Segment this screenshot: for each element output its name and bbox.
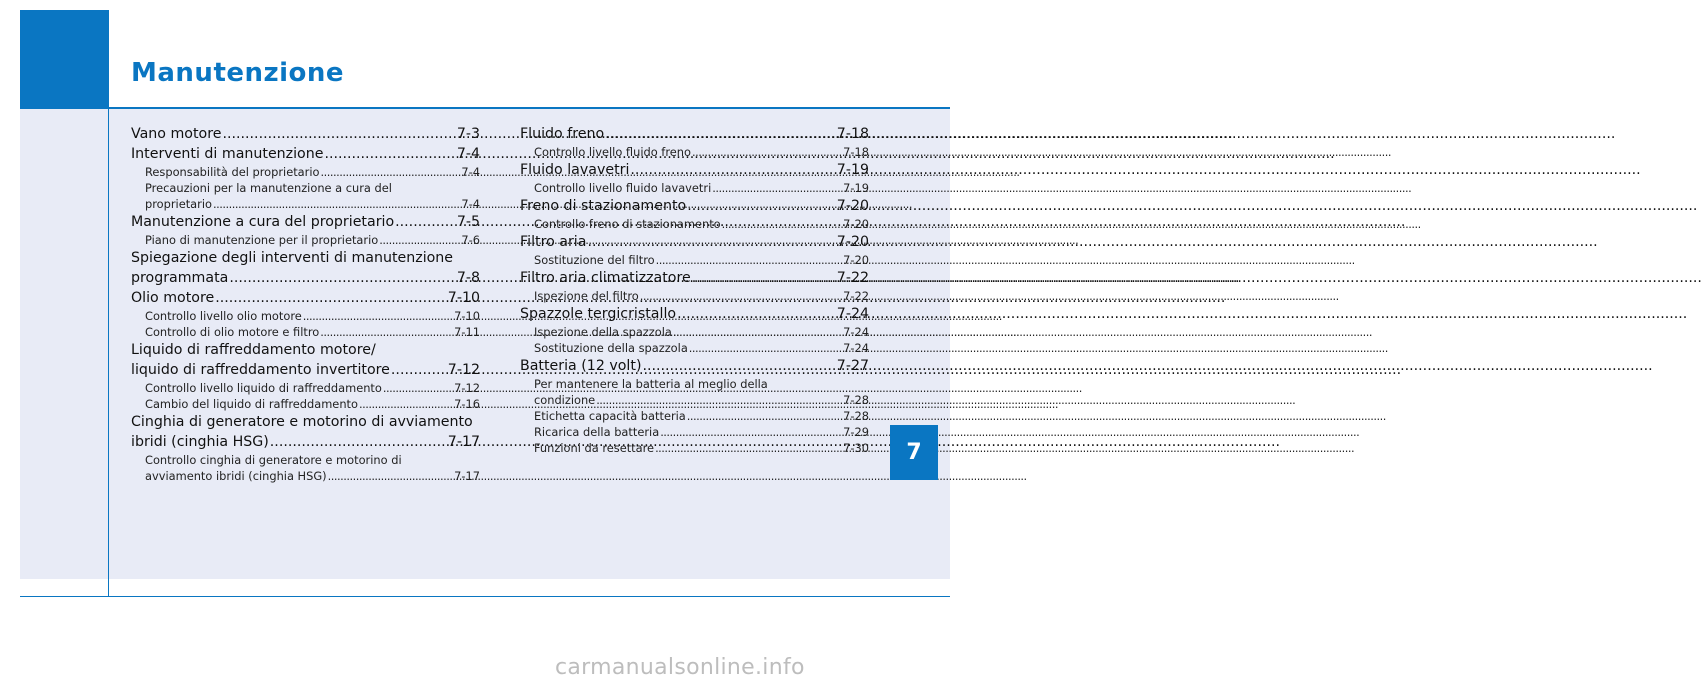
entry-page-number: 7-20: [836, 198, 869, 214]
bottom-rule: [20, 596, 950, 597]
dot-leader: [303, 308, 453, 324]
toc-subentry[interactable]: [131, 396, 480, 412]
watermark: carmanualsonline.info: [555, 655, 805, 680]
entry-page-number: 7-24: [836, 306, 869, 322]
toc-subentry[interactable]: [131, 324, 480, 340]
toc-subentry[interactable]: [520, 392, 869, 408]
entry-page-number: 7-3: [456, 126, 480, 142]
entry-page-number: 7-20: [843, 217, 869, 231]
entry-title: Vano motore: [131, 126, 222, 142]
entry-title: avviamento ibridi (cinghia HSG): [145, 469, 327, 483]
toc-entry[interactable]: [131, 145, 480, 164]
entry-page-number: 7-19: [836, 162, 869, 178]
entry-title: Filtro aria climatizzatore: [520, 270, 691, 286]
entry-title: Filtro aria: [520, 234, 587, 250]
entry-title: Ispezione del filtro: [534, 289, 639, 303]
toc-subentry[interactable]: [520, 216, 869, 232]
entry-page-number: 7-20: [843, 253, 869, 267]
entry-title: Fluido lavavetri: [520, 162, 630, 178]
toc-entry-line[interactable]: Spiegazione degli interventi di manutenzione: [131, 250, 454, 266]
entry-title: Batteria (12 volt): [520, 358, 642, 374]
dot-leader: [689, 340, 842, 356]
dot-leader: [395, 213, 456, 232]
entry-page-number: 7-22: [843, 289, 869, 303]
toc-subentry[interactable]: [520, 252, 869, 268]
toc-subentry[interactable]: [520, 288, 869, 304]
entry-title: Responsabilità del proprietario: [145, 165, 320, 179]
page-title: Manutenzione: [131, 58, 345, 88]
entry-title: programmata: [131, 270, 229, 286]
entry-page-number: 7-4: [456, 146, 480, 162]
toc-entry[interactable]: [520, 125, 869, 144]
entry-title: Manutenzione a cura del proprietario: [131, 214, 395, 230]
dot-leader: [630, 161, 835, 180]
toc-subentry[interactable]: [131, 308, 480, 324]
dot-leader: [587, 233, 835, 252]
dot-leader: [660, 424, 842, 440]
entry-page-number: 7-17: [454, 469, 480, 483]
entry-page-number: 7-29: [843, 425, 869, 439]
toc-entry[interactable]: [131, 433, 480, 452]
toc-subentry[interactable]: [520, 424, 869, 440]
toc-subentry[interactable]: [520, 144, 869, 160]
entry-title: Controllo livello liquido di raffreddamento: [145, 381, 382, 395]
left-margin-line: [108, 107, 109, 597]
entry-title: Controllo livello olio motore: [145, 309, 302, 323]
dot-leader: [379, 232, 460, 248]
dot-leader: [270, 433, 447, 452]
entry-title: Ricarica della batteria: [534, 425, 660, 439]
entry-page-number: 7-16: [454, 397, 480, 411]
entry-title: Olio motore: [131, 290, 215, 306]
dot-leader: [324, 145, 455, 164]
entry-page-number: 7-18: [843, 145, 869, 159]
toc-entry[interactable]: [131, 213, 480, 232]
entry-page-number: 7-28: [843, 409, 869, 423]
dot-leader: [687, 408, 842, 424]
toc-subentry[interactable]: [131, 196, 480, 212]
toc-entry[interactable]: [131, 125, 480, 144]
toc-entry[interactable]: [520, 357, 869, 376]
toc-entry-line[interactable]: Liquido di raffreddamento motore/: [131, 342, 376, 358]
dot-leader: [640, 288, 842, 304]
dot-leader: [222, 125, 455, 144]
toc-subentry[interactable]: [131, 468, 480, 484]
toc-subentry[interactable]: [131, 232, 480, 248]
entry-title: ibridi (cinghia HSG): [131, 434, 269, 450]
toc-entry[interactable]: [520, 233, 869, 252]
dot-leader: [722, 216, 842, 232]
entry-title: Spazzole tergicristallo: [520, 306, 677, 322]
dot-leader: [673, 324, 842, 340]
toc-entry[interactable]: [131, 289, 480, 308]
entry-page-number: 7-22: [836, 270, 869, 286]
entry-page-number: 7-10: [454, 309, 480, 323]
toc-subentry-line[interactable]: Per mantenere la batteria al meglio della: [534, 377, 768, 391]
entry-title: Sostituzione della spazzola: [534, 341, 688, 355]
dot-leader: [642, 357, 835, 376]
entry-title: Sostituzione del filtro: [534, 253, 655, 267]
dot-leader: [359, 396, 453, 412]
toc-entry[interactable]: [520, 197, 869, 216]
toc-entry[interactable]: [131, 269, 480, 288]
dot-leader: [605, 125, 836, 144]
toc-right-column: [520, 124, 869, 456]
entry-title: Freno di stazionamento: [520, 198, 687, 214]
entry-title: Fluido freno: [520, 126, 605, 142]
dot-leader: [656, 252, 842, 268]
toc-subentry[interactable]: [520, 340, 869, 356]
entry-page-number: 7-8: [456, 270, 480, 286]
dot-leader: [712, 180, 842, 196]
toc-subentry[interactable]: [520, 408, 869, 424]
entry-page-number: 7-5: [456, 214, 480, 230]
entry-page-number: 7-17: [447, 434, 480, 450]
dot-leader: [320, 324, 453, 340]
toc-entry[interactable]: [520, 305, 869, 324]
entry-page-number: 7-4: [461, 165, 480, 179]
toc-subentry[interactable]: [520, 180, 869, 196]
dot-leader: [391, 361, 447, 380]
entry-title: Ispezione della spazzola: [534, 325, 672, 339]
entry-title: Controllo freno di stazionamento: [534, 217, 721, 231]
dot-leader: [320, 164, 460, 180]
entry-page-number: 7-6: [461, 233, 480, 247]
entry-title: Piano di manutenzione per il proprietario: [145, 233, 379, 247]
entry-page-number: 7-12: [454, 381, 480, 395]
dot-leader: [692, 269, 836, 288]
toc-subentry-line[interactable]: Precauzioni per la manutenzione a cura del: [145, 181, 392, 195]
entry-page-number: 7-10: [447, 290, 480, 306]
toc-subentry[interactable]: [131, 164, 480, 180]
dot-leader: [687, 197, 836, 216]
entry-page-number: 7-30: [843, 441, 869, 455]
dot-leader: [655, 440, 842, 456]
entry-title: liquido di raffreddamento invertitore: [131, 362, 390, 378]
entry-title: Funzioni da resettare: [534, 441, 655, 455]
entry-title: Controllo livello fluido lavavetri: [534, 181, 712, 195]
toc-entry[interactable]: [520, 269, 869, 288]
toc-left-column: [131, 124, 480, 484]
entry-page-number: 7-28: [843, 393, 869, 407]
entry-title: Interventi di manutenzione: [131, 146, 324, 162]
entry-title: condizione: [534, 393, 596, 407]
toc-entry-line[interactable]: Cinghia di generatore e motorino di avviamento: [131, 414, 473, 430]
entry-page-number: 7-18: [836, 126, 869, 142]
dot-leader: [213, 196, 460, 212]
entry-title: Controllo livello fluido freno: [534, 145, 691, 159]
dot-leader: [215, 289, 447, 308]
entry-page-number: 7-11: [454, 325, 480, 339]
entry-page-number: 7-12: [447, 362, 480, 378]
dot-leader: [328, 468, 454, 484]
dot-leader: [677, 305, 836, 324]
dot-leader: [692, 144, 842, 160]
title-rule: [20, 107, 950, 109]
chapter-tab[interactable]: 7: [890, 425, 938, 480]
entry-page-number: 7-24: [843, 325, 869, 339]
toc-subentry-line[interactable]: Controllo cinghia di generatore e motorino di: [145, 453, 402, 467]
toc-subentry[interactable]: [520, 440, 869, 456]
header-tab-block: [20, 10, 109, 107]
toc-subentry[interactable]: [131, 380, 480, 396]
entry-title: proprietario: [145, 197, 212, 211]
entry-page-number: 7-27: [836, 358, 869, 374]
entry-title: Cambio del liquido di raffreddamento: [145, 397, 358, 411]
dot-leader: [229, 269, 455, 288]
toc-entry[interactable]: [520, 161, 869, 180]
entry-page-number: 7-4: [461, 197, 480, 211]
toc-entry[interactable]: [131, 361, 480, 380]
dot-leader: [383, 380, 453, 396]
dot-leader: [596, 392, 842, 408]
entry-page-number: 7-20: [836, 234, 869, 250]
entry-title: Etichetta capacità batteria: [534, 409, 686, 423]
entry-page-number: 7-19: [843, 181, 869, 195]
toc-subentry[interactable]: [520, 324, 869, 340]
entry-page-number: 7-24: [843, 341, 869, 355]
entry-title: Controllo di olio motore e filtro: [145, 325, 320, 339]
